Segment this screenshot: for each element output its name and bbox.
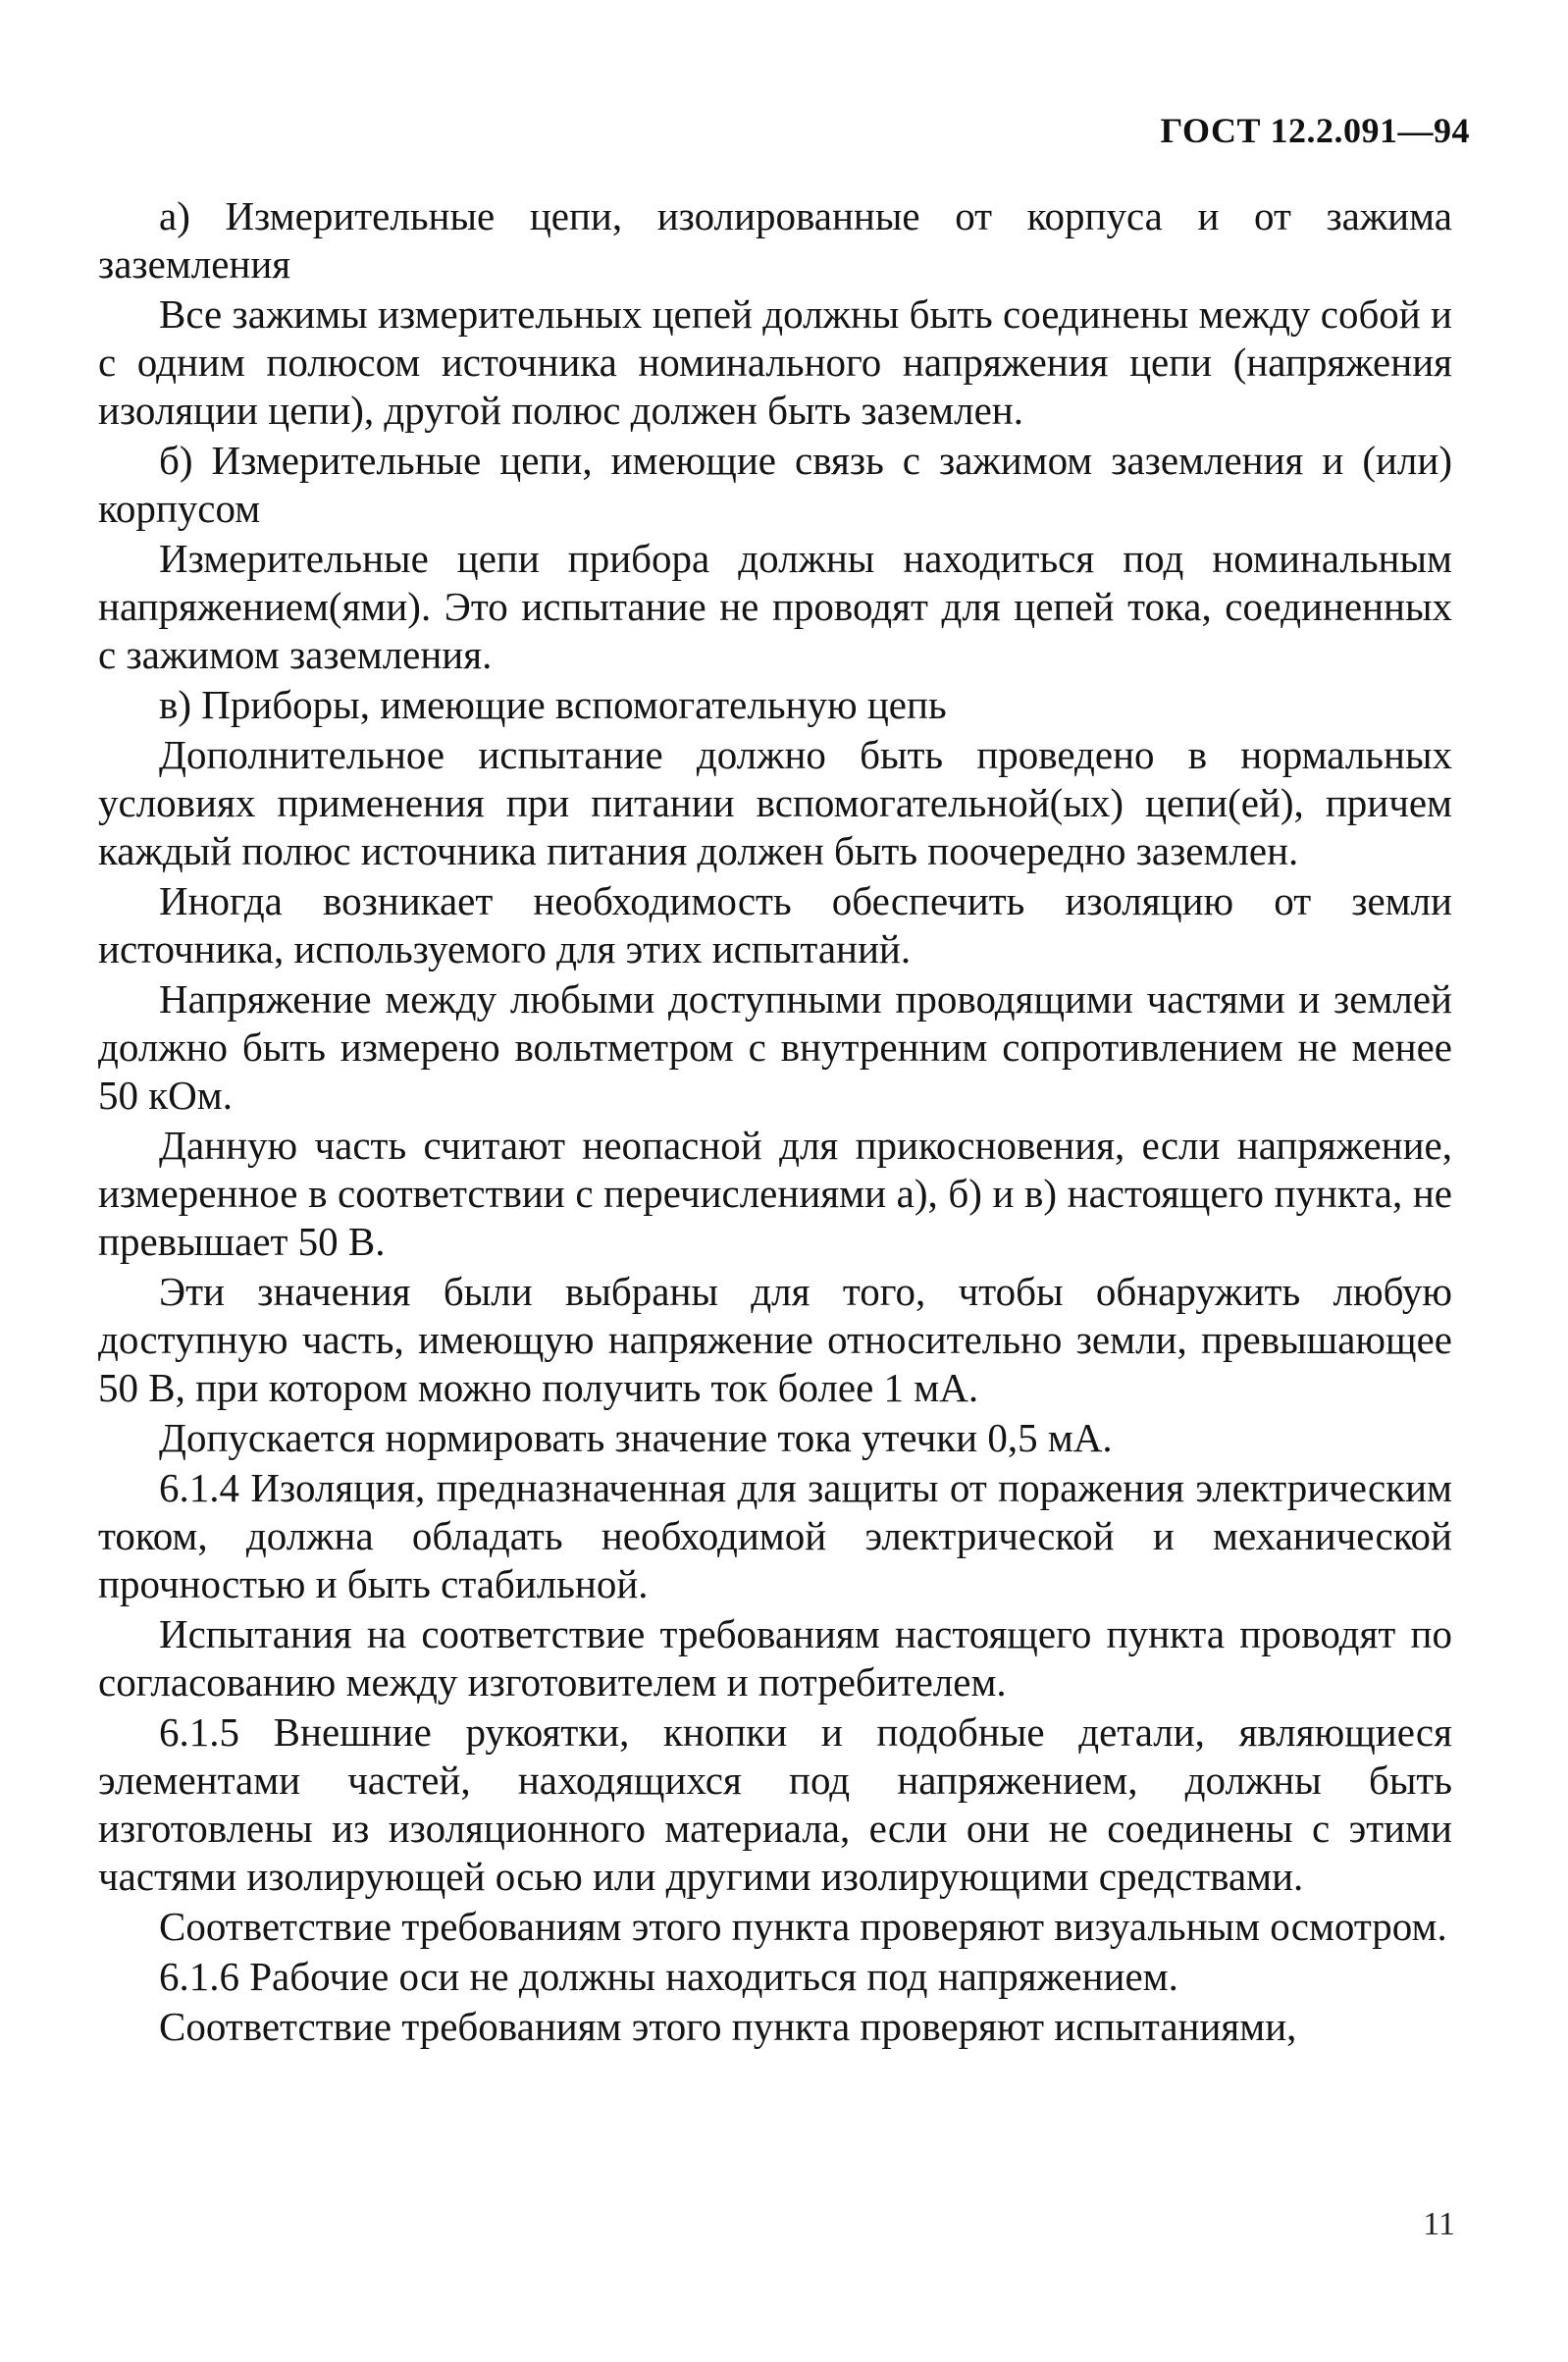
paragraph: Напряжение между любыми доступными проводящими частями и землей должно быть измерено вольтметром с внутренним сопротивлением не менее 50 кОм.	[98, 976, 1452, 1118]
paragraph: Все зажимы измерительных цепей должны быть соединены между собой и с одним полюсом источника номинального напряжения цепи (напряжения изоляции цепи), другой полюс должен быть заземлен.	[98, 291, 1452, 433]
paragraph: Дополнительное испытание должно быть проведено в нормальных условиях применения при питании вспомогательной(ых) цепи(ей), причем каждый полюс источника питания должен быть поочередно заземлен.	[98, 732, 1452, 873]
paragraph: Соответствие требованиям этого пункта проверяют испытаниями,	[159, 2004, 1297, 2049]
body-text	[98, 192, 1452, 2053]
paragraph-b-heading: б) Измерительные цепи, имеющие связь с зажимом заземления и (или) корпусом	[98, 438, 1452, 531]
paragraph-a-heading: а) Измерительные цепи, изолированные от корпуса и от зажима заземления	[98, 193, 1452, 287]
section-6-1-4: 6.1.4 Изоляция, предназначенная для защиты от поражения электрическим током, должна обладать необходимой электрической и механической прочностью и быть стабильной.	[98, 1465, 1452, 1606]
paragraph: Эти значения были выбраны для того, чтобы обнаружить любую доступную часть, имеющую напряжение относительно земли, превышающее 50 В, при котором можно получить ток более 1 мА.	[98, 1269, 1452, 1410]
section-6-1-6: 6.1.6 Рабочие оси не должны находиться под напряжением.	[159, 1954, 1178, 1999]
section-6-1-5: 6.1.5 Внешние рукоятки, кнопки и подобные детали, являющиеся элементами частей, находящихся под напряжением, должны быть изготовлены из изоляционного материала, если они не соединены с этими частями изолирующей осью или другими изолирующими средствами.	[98, 1709, 1452, 1899]
paragraph: Испытания на соответствие требованиям настоящего пункта проводят по согласованию между изготовителем и потребителем.	[98, 1611, 1452, 1705]
paragraph: Соответствие требованиям этого пункта проверяют визуальным осмотром.	[159, 1904, 1447, 1949]
standard-header: ГОСТ 12.2.091—94	[1160, 111, 1470, 150]
paragraph: Измерительные цепи прибора должны находиться под номинальным напряжением(ями). Это испытание не проводят для цепей тока, соединенных с зажимом заземления.	[98, 536, 1452, 677]
paragraph: Данную часть считают неопасной для прикосновения, если напряжение, измеренное в соответствии с перечислениями а), б) и в) настоящего пункта, не превышает 50 В.	[98, 1123, 1452, 1264]
paragraph: Допускается нормировать значение тока утечки 0,5 мА.	[159, 1415, 1113, 1460]
page-number: 11	[1423, 2206, 1455, 2242]
paragraph: Иногда возникает необходимость обеспечить изоляцию от земли источника, используемого для этих испытаний.	[98, 878, 1452, 971]
paragraph-v-heading: в) Приборы, имеющие вспомогательную цепь	[159, 682, 947, 727]
